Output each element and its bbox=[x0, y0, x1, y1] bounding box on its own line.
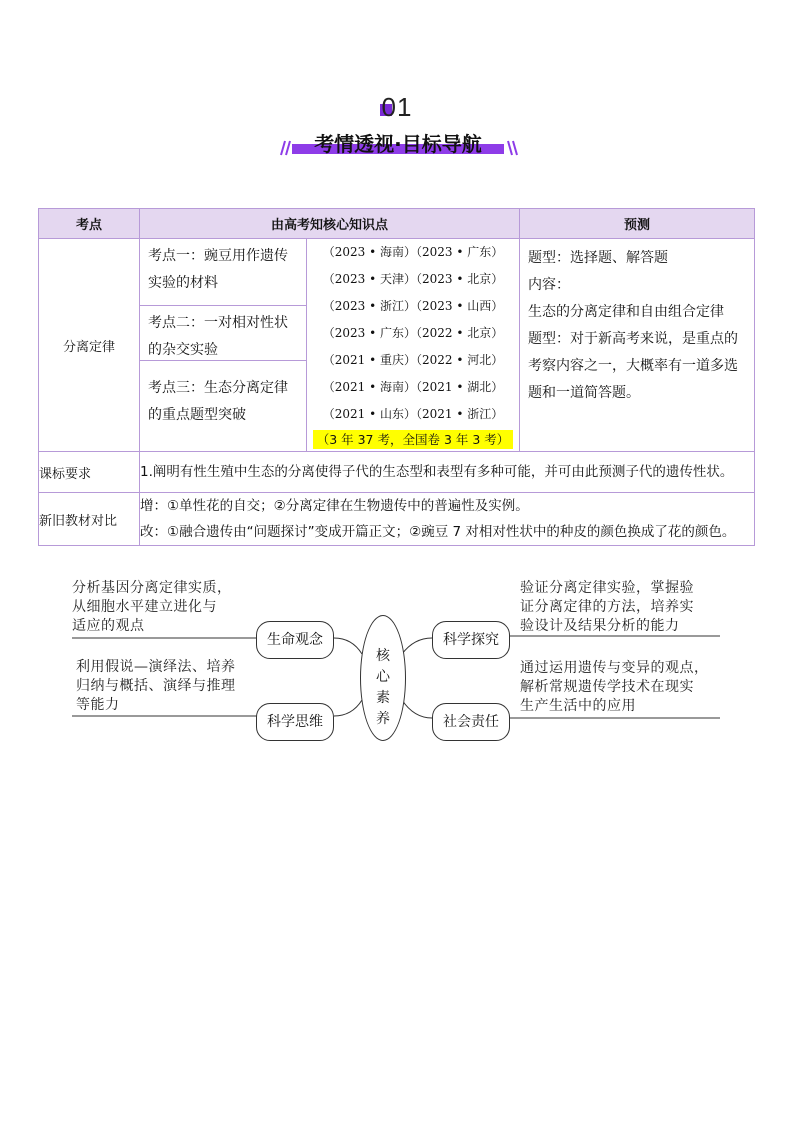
point-item: 考点一：豌豆用作遗传实验的材料 bbox=[140, 239, 306, 306]
exam-line: （2023 • 浙江）（2023 • 山西） bbox=[322, 299, 504, 313]
text-line: 解析常规遗传学技术在现实 bbox=[520, 679, 694, 695]
life-concept-text bbox=[72, 579, 232, 636]
header-knowledge: 由高考知核心知识点 bbox=[140, 209, 520, 239]
text-line: 通过运用遗传与变异的观点， bbox=[520, 660, 709, 676]
core-char: 养 bbox=[376, 711, 390, 727]
comparison-add: 增：①单性花的自交；②分离定律在生物遗传中的普遍性及实例。 bbox=[140, 498, 529, 514]
text-line: 归纳与概括、演绎与推理 bbox=[76, 678, 236, 694]
exam-line: （2023 • 广东）（2022 • 北京） bbox=[322, 326, 504, 340]
point-item: 考点二：一对相对性状的杂交实验 bbox=[140, 306, 306, 361]
social-responsibility-text bbox=[520, 659, 709, 716]
table-row-comparison bbox=[39, 493, 755, 546]
prediction-line: 生态的分离定律和自由组合定律 bbox=[528, 304, 724, 320]
comparison-cell bbox=[140, 493, 755, 546]
prediction-line: 题型：选择题、解答题 bbox=[528, 250, 668, 266]
core-char: 核 bbox=[376, 648, 390, 664]
core-literacy-node bbox=[360, 615, 406, 741]
exam-summary bbox=[307, 430, 519, 448]
text-line: 生产生活中的应用 bbox=[520, 698, 636, 714]
header-prediction: 预测 bbox=[520, 209, 755, 239]
exam-line: （2021 • 山东）（2021 • 浙江） bbox=[322, 407, 504, 421]
table-header-row bbox=[39, 209, 755, 239]
table-row-requirement bbox=[39, 452, 755, 493]
scientific-thinking-text bbox=[76, 658, 236, 715]
text-line: 验设计及结果分析的能力 bbox=[520, 618, 680, 634]
exam-line: （2021 • 海南）（2021 • 湖北） bbox=[322, 380, 504, 394]
prediction-line: 题型：对于新高考来说，是重点的考察内容之一，大概率有一道多选题和一道简答题。 bbox=[528, 331, 738, 401]
point-item: 考点三：生态分离定律的重点题型突破 bbox=[148, 380, 288, 423]
exam-summary-highlight: （3 年 37 考，全国卷 3 年 3 考） bbox=[313, 430, 514, 449]
exam-overview-table bbox=[38, 208, 755, 546]
section-number: 01 bbox=[381, 92, 413, 122]
header-topic: 考点 bbox=[39, 209, 140, 239]
table-row-topic bbox=[39, 239, 755, 452]
text-line: 适应的观点 bbox=[72, 618, 145, 634]
requirement-label: 课标要求 bbox=[39, 452, 140, 493]
text-line: 利用假说—演绎法、培养 bbox=[76, 659, 236, 675]
topic-cell: 分离定律 bbox=[39, 239, 140, 452]
text-line: 分析基因分离定律实质， bbox=[72, 580, 232, 596]
core-char: 素 bbox=[376, 690, 390, 706]
comparison-change: 改：①融合遗传由“问题探讨”变成开篇正文；②豌豆 7 对相对性状中的种皮的颜色换成了花的颜色。 bbox=[140, 524, 736, 540]
points-cell bbox=[140, 239, 307, 452]
scientific-inquiry-text bbox=[520, 579, 694, 636]
exam-line: （2021 • 重庆）（2022 • 河北） bbox=[322, 353, 504, 367]
social-responsibility-node: 社会责任 bbox=[432, 703, 510, 741]
text-line: 等能力 bbox=[76, 697, 120, 713]
exam-line: （2023 • 海南）（2023 • 广东） bbox=[322, 245, 504, 259]
core-literacy-mindmap bbox=[0, 570, 794, 750]
life-concept-node: 生命观念 bbox=[256, 621, 334, 659]
prediction-line: 内容： bbox=[528, 277, 570, 293]
text-line: 从细胞水平建立进化与 bbox=[72, 599, 217, 615]
text-line: 证分离定律的方法，培养实 bbox=[520, 599, 694, 615]
prediction-cell bbox=[520, 239, 755, 452]
section-title-banner bbox=[278, 128, 518, 158]
exam-line: （2023 • 天津）（2023 • 北京） bbox=[322, 272, 504, 286]
requirement-text: 1.阐明有性生殖中生态的分离使得子代的生态型和表型有多种可能，并可由此预测子代的遗传性状。 bbox=[140, 452, 755, 493]
section-title: 考情透视·目标导航 bbox=[314, 132, 482, 156]
scientific-thinking-node: 科学思维 bbox=[256, 703, 334, 741]
text-line: 验证分离定律实验，掌握验 bbox=[520, 580, 694, 596]
prediction-text bbox=[520, 239, 754, 413]
exams-cell bbox=[307, 239, 520, 452]
core-literacy-label bbox=[361, 646, 405, 730]
core-char: 心 bbox=[376, 669, 390, 685]
comparison-label: 新旧教材对比 bbox=[39, 493, 140, 546]
scientific-inquiry-node: 科学探究 bbox=[432, 621, 510, 659]
